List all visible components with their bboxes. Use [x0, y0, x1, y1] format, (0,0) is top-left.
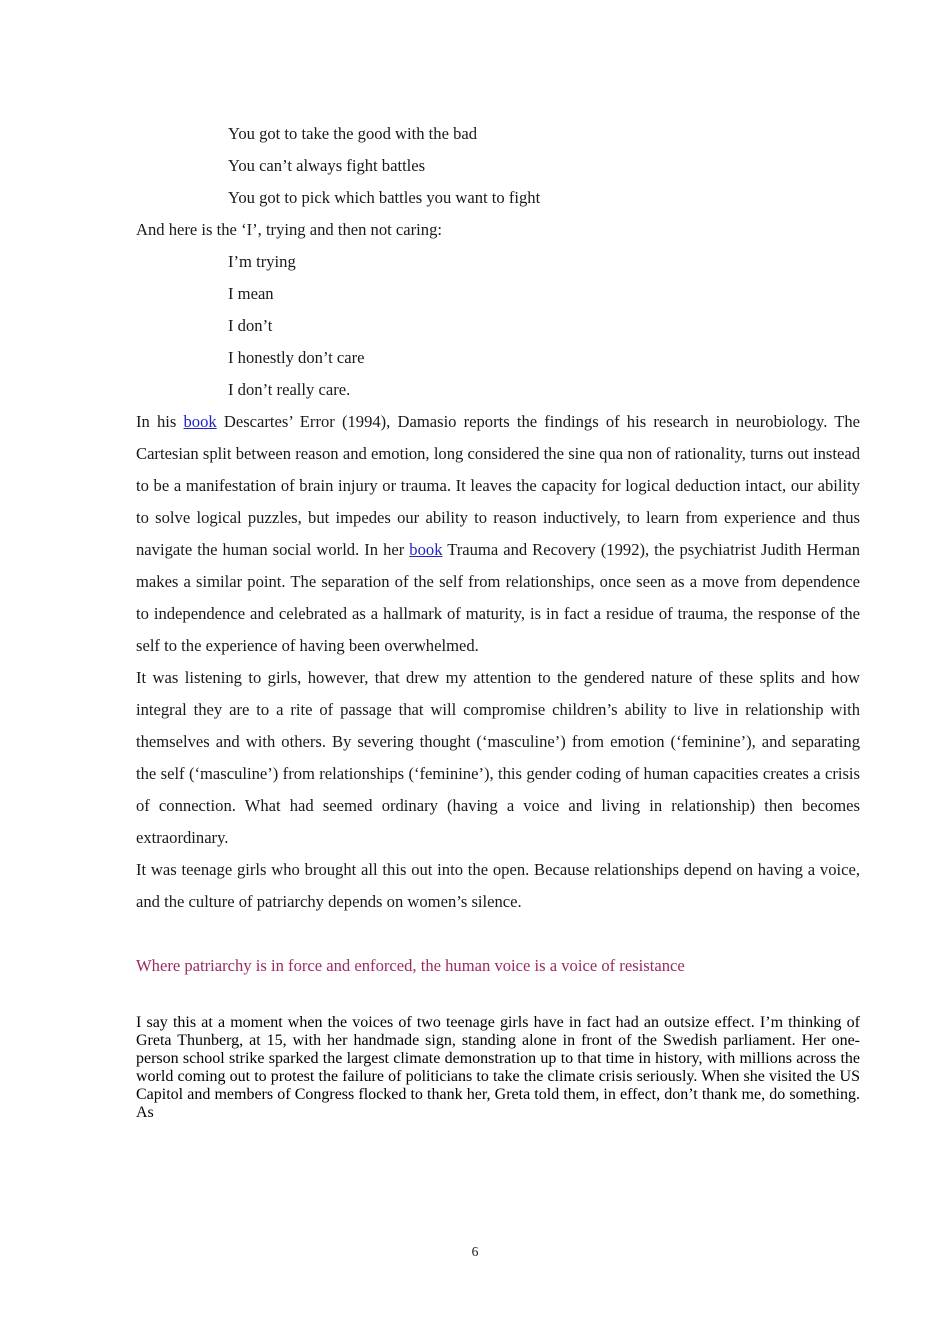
- quote-line: I honestly don’t care: [228, 348, 365, 367]
- section-heading-voice-of-resistance: Where patriarchy is in force and enforced, the human voice is a voice of resistance: [136, 956, 685, 975]
- paragraph-greta-thunberg: I say this at a moment when the voices of two teenage girls have in fact had an outsize effect. I’m thinking of Greta Thunberg, at 15, with her handmade sign, standing alone in front of the Swedish parliament. Her one-person school strike sparked the largest climate demonstration up to that time in history, with millions across the world coming out to protest the failure of politicians to take the climate crisis seriously. When she visited the US Capitol and members of Congress flocked to thank her, Greta told them, in effect, don’t thank me, do something. As: [136, 1014, 860, 1121]
- quote-block-good-with-the-bad: [136, 118, 860, 214]
- lead-in-sentence: And here is the ‘I’, trying and then not caring:: [136, 220, 442, 239]
- paragraph-listening-to-girls: It was listening to girls, however, that drew my attention to the gendered nature of these splits and how integral they are to a rite of passage that will compromise children’s ability to live in relationship with themselves and with others. By severing thought (‘masculine’) from emotion (‘feminine’), and separating the self (‘masculine’) from relationships (‘feminine’), this gender coding of human capacities creates a crisis of connection. What had seemed ordinary (having a voice and living in relationship) then becomes extraordinary.: [136, 668, 860, 847]
- paragraph-damasio: [136, 406, 860, 662]
- quote-line: You can’t always fight battles: [228, 156, 426, 175]
- page-content: [136, 118, 860, 1156]
- book-link-descartes-error[interactable]: book: [183, 412, 217, 431]
- paragraph-text-segment: Descartes’ Error (1994), Damasio reports the findings of his research in neurobiology. The Cartesian split between reason and emotion, long considered the sine qua non of rationality, turns out instead to be a manifestation of brain injury or trauma. It leaves the capacity for logical deduction intact, our ability to solve logical puzzles, but impedes our ability to reason inductively, to learn from experience and thus navigate the human social world. In her: [136, 412, 861, 559]
- quote-line: You got to take the good with the bad: [228, 124, 478, 143]
- paragraph-text-segment: Trauma and Recovery (1992), the psychiatrist Judith Herman makes a similar point. The separation of the self from relationships, once seen as a move from dependence to independence and celebrated as a hallmark of maturity, is in fact a residue of trauma, the response of the self to the experience of having been overwhelmed.: [136, 540, 860, 655]
- paragraph-teenage-girls: It was teenage girls who brought all this out into the open. Because relationships depend on having a voice, and the culture of patriarchy depends on women’s silence.: [136, 860, 860, 911]
- quote-line: I don’t: [228, 316, 273, 335]
- quote-line: You got to pick which battles you want to fight: [228, 188, 541, 207]
- page-number: 6: [471, 1244, 479, 1259]
- quote-block-im-trying: [136, 246, 860, 406]
- quote-line: I’m trying: [228, 252, 296, 271]
- book-link-trauma-and-recovery[interactable]: book: [409, 540, 443, 559]
- quote-line: I mean: [228, 284, 274, 303]
- paragraph-text-segment: In his: [136, 412, 184, 431]
- quote-line: I don’t really care.: [228, 380, 351, 399]
